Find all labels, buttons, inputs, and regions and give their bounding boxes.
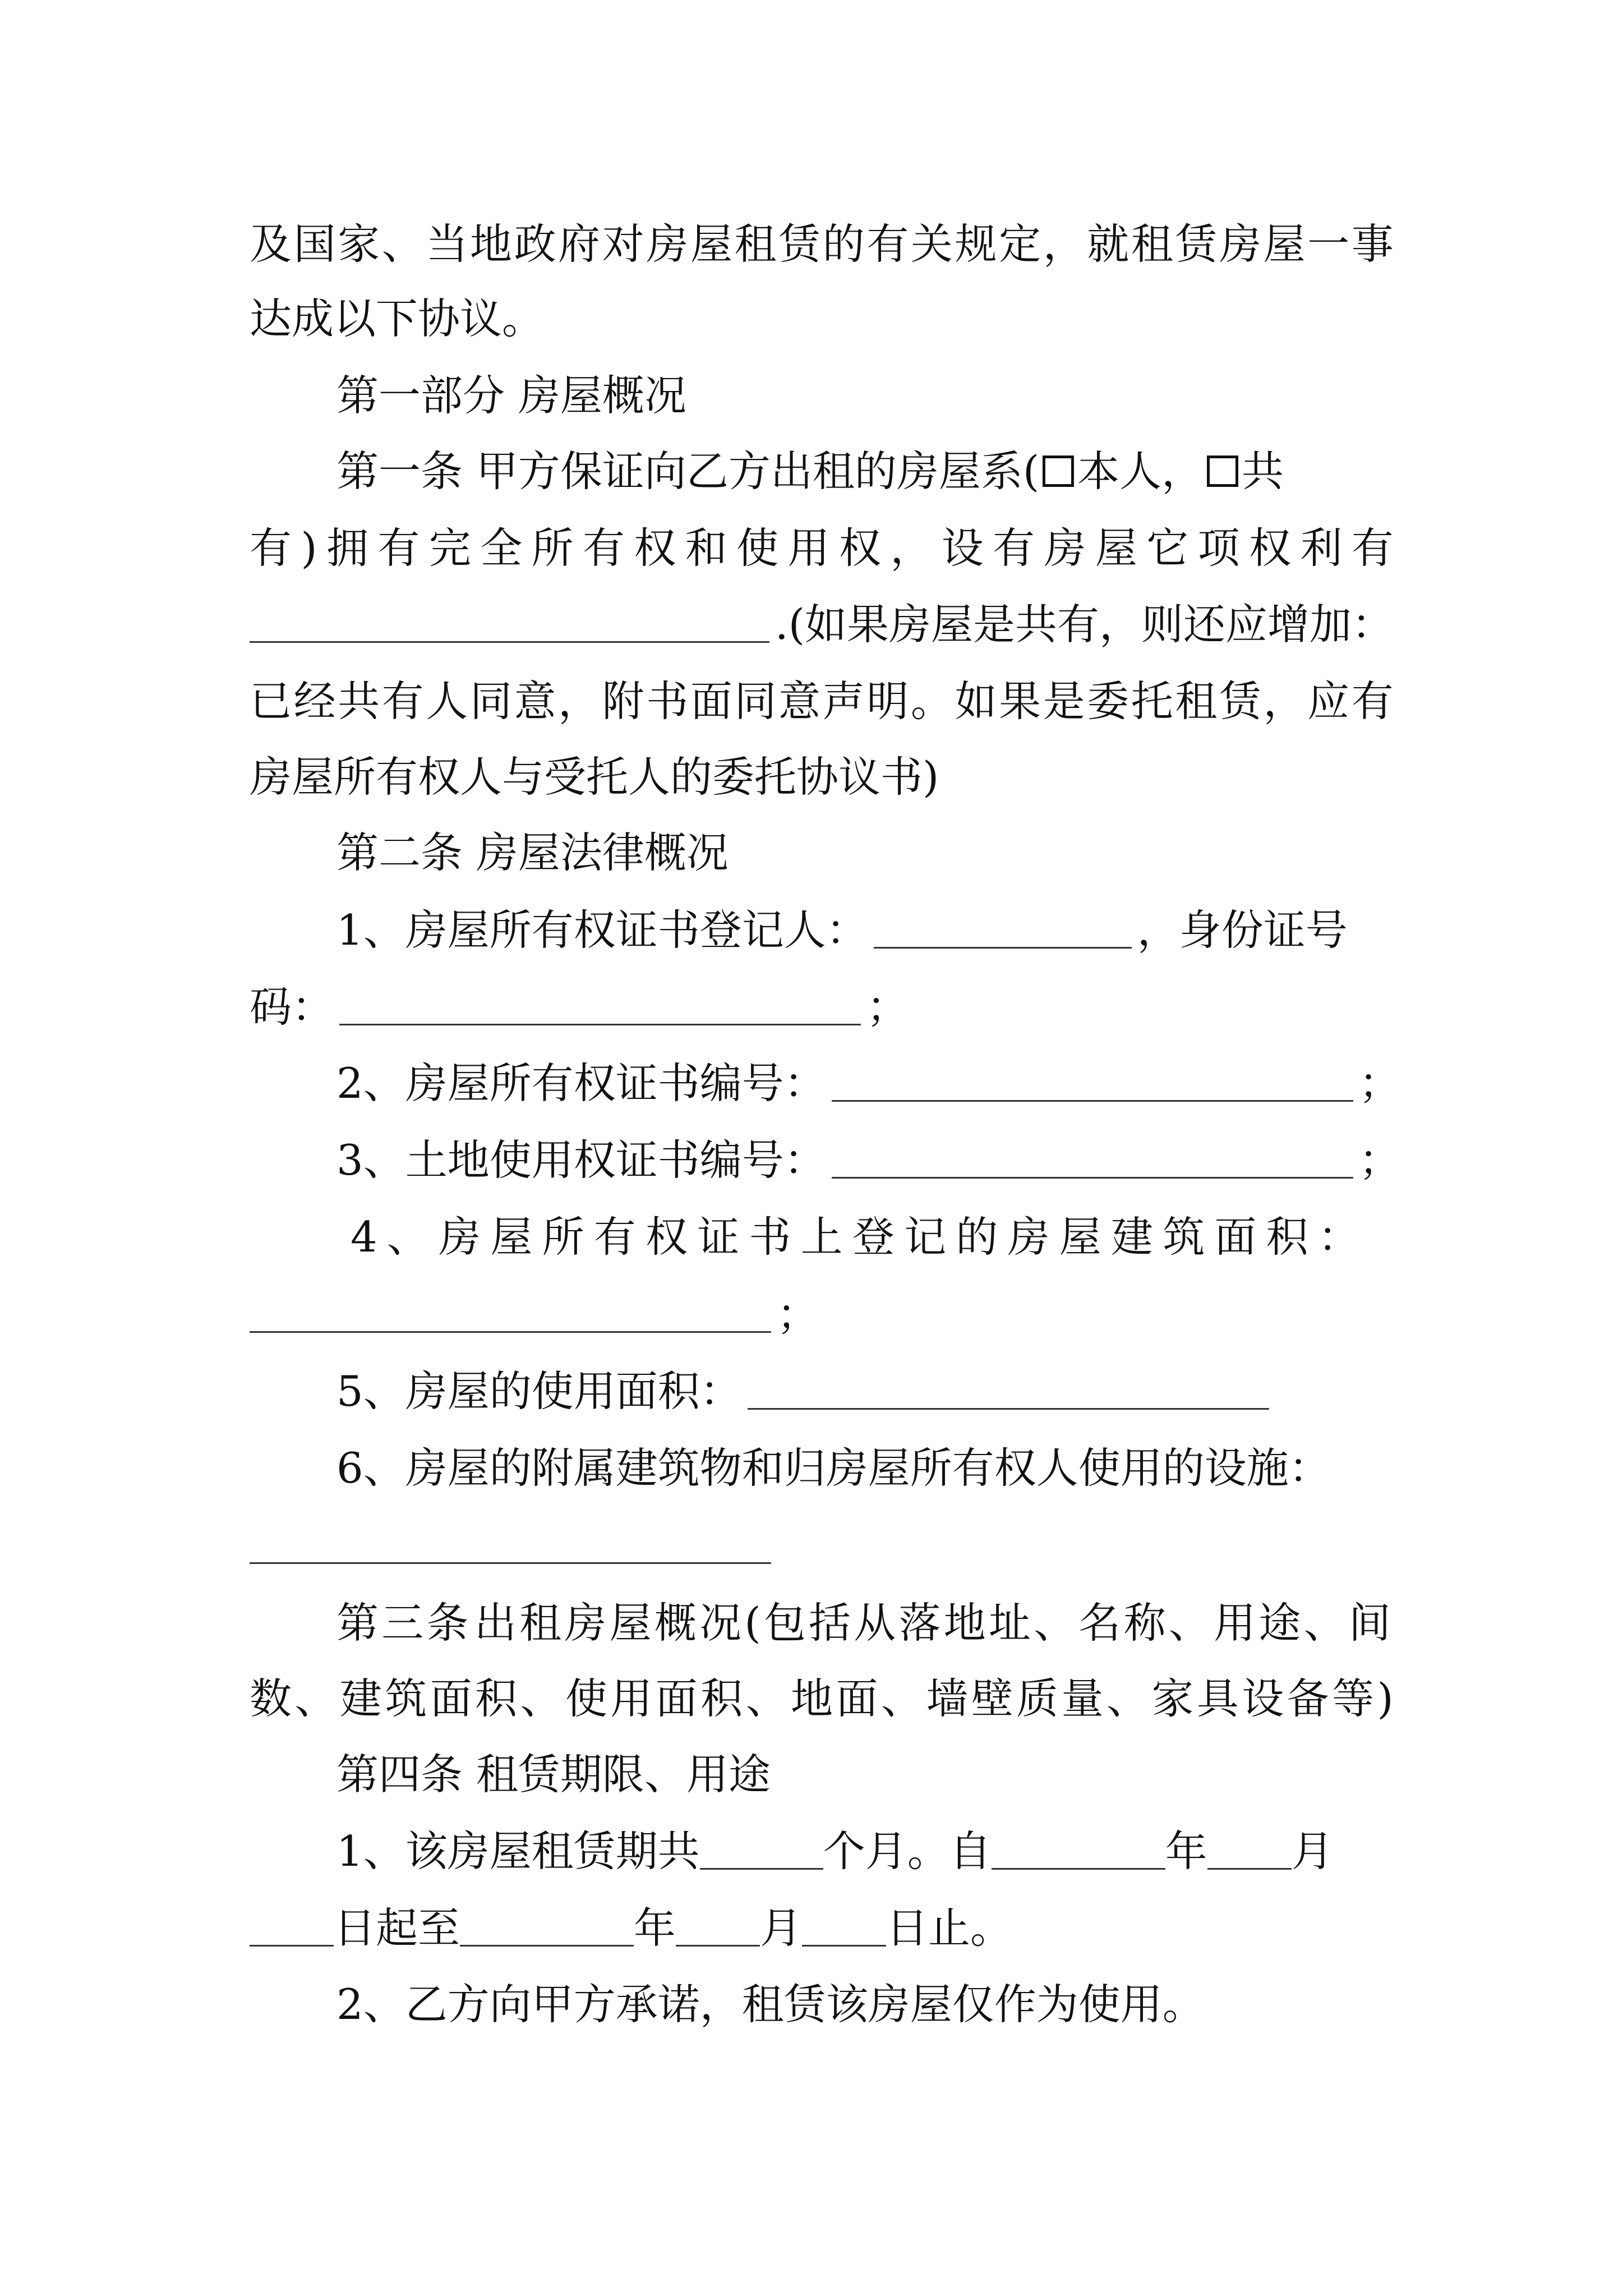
glyph: 上 bbox=[800, 1212, 843, 1262]
glyph: 间 bbox=[1348, 1598, 1391, 1648]
usable-area-blank[interactable] bbox=[748, 1373, 1269, 1410]
glyph: 筑 bbox=[1163, 1212, 1205, 1262]
glyph: 同 bbox=[734, 677, 777, 726]
article3-line-1 bbox=[336, 1592, 1391, 1654]
glyph: 房 bbox=[564, 1598, 607, 1648]
glyph: 所 bbox=[531, 523, 574, 573]
glyph: 声 bbox=[822, 677, 865, 726]
article4-item-2: 2、乙方向甲方承诺，租赁该房屋仅作为使用。 bbox=[336, 1980, 1205, 2029]
glyph: 第 bbox=[336, 1598, 379, 1648]
glyph: 人 bbox=[426, 677, 468, 726]
glyph: 拥 bbox=[326, 523, 369, 573]
article2-title: 第二条 房屋法律概况 bbox=[336, 828, 728, 877]
glyph: 家 bbox=[1151, 1674, 1194, 1723]
glyph: 三 bbox=[381, 1598, 424, 1648]
glyph: 完 bbox=[428, 523, 471, 573]
glyph: 房 bbox=[439, 1212, 481, 1262]
glyph: 建 bbox=[1110, 1212, 1153, 1262]
glyph: 的 bbox=[822, 219, 865, 269]
glyph: 名 bbox=[1078, 1598, 1121, 1648]
glyph: 国 bbox=[293, 219, 336, 269]
glyph: 、 bbox=[745, 1674, 788, 1723]
glyph: 书 bbox=[646, 677, 689, 726]
glyph: 屋 bbox=[1095, 523, 1137, 573]
glyph: 及 bbox=[250, 219, 292, 269]
glyph: 用 bbox=[787, 523, 830, 573]
article2-item-6-cont bbox=[250, 1515, 1394, 1576]
glyph: 、 bbox=[1303, 1598, 1346, 1648]
glyph: 事 bbox=[1351, 219, 1394, 269]
glyph: 赁 bbox=[1175, 219, 1218, 269]
glyph: 果 bbox=[999, 677, 1041, 726]
glyph: 面 bbox=[690, 677, 732, 726]
other-rights-blank[interactable] bbox=[250, 606, 769, 643]
glyph: 租 bbox=[1175, 677, 1218, 726]
glyph: 家 bbox=[338, 219, 380, 269]
glyph: 有 bbox=[381, 677, 424, 726]
glyph: 。 bbox=[910, 677, 953, 726]
glyph: ， bbox=[1263, 677, 1306, 726]
glyph: 委 bbox=[1087, 677, 1129, 726]
glyph: 定 bbox=[999, 219, 1041, 269]
glyph: 屋 bbox=[690, 219, 732, 269]
glyph: 积 bbox=[1266, 1212, 1308, 1262]
glyph: 房 bbox=[646, 219, 689, 269]
glyph: ) bbox=[301, 523, 317, 573]
glyph: 托 bbox=[1131, 677, 1173, 726]
glyph: 壁 bbox=[971, 1674, 1013, 1723]
end-month-blank[interactable] bbox=[676, 1910, 760, 1947]
glyph: 面 bbox=[655, 1674, 698, 1723]
glyph: 和 bbox=[685, 523, 727, 573]
glyph: 的 bbox=[956, 1212, 998, 1262]
glyph: 址 bbox=[988, 1598, 1031, 1648]
glyph: 面 bbox=[836, 1674, 878, 1723]
glyph: 从 bbox=[854, 1598, 896, 1648]
glyph: 有 bbox=[993, 523, 1035, 573]
start-month-blank[interactable] bbox=[1207, 1833, 1292, 1870]
glyph: 括 bbox=[809, 1598, 851, 1648]
glyph: 全 bbox=[480, 523, 523, 573]
glyph: 有 bbox=[593, 1212, 636, 1262]
article4-item-1-cont: 日起至 年 月 日止。 bbox=[250, 1897, 1394, 1959]
glyph: 登 bbox=[852, 1212, 895, 1262]
article2-item-3: 3、土地使用权证书编号： ； bbox=[336, 1135, 1401, 1185]
glyph: 、 bbox=[294, 1674, 337, 1723]
glyph: 墙 bbox=[926, 1674, 969, 1723]
glyph: 建 bbox=[339, 1674, 382, 1723]
glyph: 条 bbox=[426, 1598, 469, 1648]
glyph: 具 bbox=[1196, 1674, 1239, 1723]
article1-line-3: .(如果房屋是共有，则还应增加： bbox=[250, 593, 1394, 655]
glyph: 权 bbox=[838, 523, 881, 573]
glyph: 落 bbox=[898, 1598, 941, 1648]
article4-title: 第四条 租赁期限、用途 bbox=[336, 1750, 771, 1799]
glyph: 明 bbox=[866, 677, 909, 726]
end-day-blank[interactable] bbox=[802, 1910, 886, 1947]
glyph: 、 bbox=[386, 1212, 429, 1262]
owner-joint-checkbox[interactable] bbox=[1207, 455, 1238, 487]
glyph: 、 bbox=[880, 1674, 923, 1723]
glyph: 已 bbox=[250, 677, 292, 726]
glyph: 赁 bbox=[778, 219, 821, 269]
glyph: 出 bbox=[474, 1598, 517, 1648]
glyph: 用 bbox=[1214, 1598, 1256, 1648]
glyph: ， bbox=[1043, 219, 1085, 269]
intro-line-2 bbox=[250, 288, 1394, 349]
glyph: 等 bbox=[1332, 1674, 1375, 1723]
glyph: 权 bbox=[634, 523, 676, 573]
glyph: ) bbox=[1377, 1674, 1394, 1723]
glyph: 屋 bbox=[1059, 1212, 1101, 1262]
article2-item-2: 2、房屋所有权证书编号： ； bbox=[336, 1059, 1401, 1108]
glyph: 书 bbox=[749, 1212, 791, 1262]
land-cert-number-blank[interactable] bbox=[832, 1142, 1353, 1179]
glyph: 对 bbox=[602, 219, 644, 269]
glyph: 证 bbox=[697, 1212, 740, 1262]
glyph: ， bbox=[558, 677, 601, 726]
article1-line-2 bbox=[250, 517, 1394, 579]
glyph: ， bbox=[890, 523, 933, 573]
glyph: 有 bbox=[866, 219, 909, 269]
glyph: 应 bbox=[1307, 677, 1350, 726]
registrant-blank[interactable] bbox=[874, 912, 1132, 949]
building-area-blank[interactable] bbox=[250, 1296, 771, 1333]
start-day-blank[interactable] bbox=[250, 1910, 334, 1947]
glyph: 面 bbox=[1214, 1212, 1257, 1262]
glyph: 权 bbox=[645, 1212, 688, 1262]
glyph: 附 bbox=[602, 677, 644, 726]
glyph: 数 bbox=[250, 1674, 292, 1723]
glyph: 关 bbox=[910, 219, 953, 269]
article2-item-4 bbox=[351, 1206, 1360, 1268]
article4-item-1: 1、该房屋租赁期共 个月。自 年 月 bbox=[336, 1826, 1334, 1876]
glyph: 设 bbox=[941, 523, 984, 573]
glyph: 地 bbox=[943, 1598, 986, 1648]
part1-title: 第一部分 房屋概况 bbox=[336, 371, 686, 420]
glyph: 屋 bbox=[1263, 219, 1306, 269]
glyph: 面 bbox=[430, 1674, 472, 1723]
intro-line-1 bbox=[250, 213, 1394, 275]
article2-item-1: 1、房屋所有权证书登记人： ，身份证号 bbox=[336, 905, 1348, 955]
glyph: 屋 bbox=[490, 1212, 533, 1262]
glyph: 就 bbox=[1087, 219, 1129, 269]
glyph: 当 bbox=[426, 219, 468, 269]
glyph: 意 bbox=[778, 677, 821, 726]
glyph: 是 bbox=[1043, 677, 1085, 726]
glyph: 备 bbox=[1287, 1674, 1329, 1723]
glyph: 有 bbox=[582, 523, 625, 573]
glyph: 屋 bbox=[609, 1598, 652, 1648]
glyph: 用 bbox=[610, 1674, 653, 1723]
glyph: 租 bbox=[1131, 219, 1173, 269]
glyph: 规 bbox=[955, 219, 997, 269]
glyph: 租 bbox=[734, 219, 777, 269]
id-number-blank[interactable] bbox=[339, 989, 861, 1025]
glyph: 积 bbox=[700, 1674, 743, 1723]
glyph: 、 bbox=[381, 219, 424, 269]
lease-months-blank[interactable] bbox=[700, 1833, 823, 1870]
glyph: 、 bbox=[1034, 1598, 1076, 1648]
ownership-cert-number-blank[interactable] bbox=[832, 1065, 1353, 1102]
glyph: 共 bbox=[338, 677, 380, 726]
start-year-blank[interactable] bbox=[992, 1833, 1165, 1870]
glyph: 有 bbox=[250, 523, 292, 573]
glyph: 政 bbox=[514, 219, 556, 269]
article1-line-1: 第一条 甲方保证向乙方出租的房屋系( 本人， 共 bbox=[336, 447, 1284, 496]
glyph: 况 bbox=[699, 1598, 742, 1648]
glyph: 所 bbox=[542, 1212, 584, 1262]
glyph: 权 bbox=[1249, 523, 1292, 573]
glyph: 质 bbox=[1016, 1674, 1059, 1723]
glyph: 它 bbox=[1146, 523, 1189, 573]
end-year-blank[interactable] bbox=[460, 1910, 634, 1947]
glyph: 同 bbox=[469, 677, 512, 726]
article2-item-6: 6、房屋的附属建筑物和归房屋所有权人使用的设施： bbox=[336, 1443, 1331, 1493]
glyph: 有 bbox=[1351, 677, 1394, 726]
facilities-blank[interactable] bbox=[250, 1527, 771, 1564]
article1-line-5: 房屋所有权人与受托人的委托协议书) bbox=[250, 752, 939, 802]
glyph: ： bbox=[1317, 1212, 1360, 1262]
glyph: 一 bbox=[1307, 219, 1350, 269]
glyph: 有 bbox=[377, 523, 420, 573]
glyph: 、 bbox=[520, 1674, 562, 1723]
glyph: 、 bbox=[1168, 1598, 1211, 1648]
glyph: 地 bbox=[469, 219, 512, 269]
glyph: 包 bbox=[763, 1598, 806, 1648]
glyph: ( bbox=[744, 1598, 761, 1648]
article1-line-4 bbox=[250, 670, 1394, 732]
glyph: 有 bbox=[1351, 523, 1394, 573]
glyph: 量 bbox=[1061, 1674, 1104, 1723]
article2-item-4-cont: ； bbox=[250, 1283, 1394, 1345]
glyph: 使 bbox=[736, 523, 779, 573]
glyph: 途 bbox=[1258, 1598, 1301, 1648]
glyph: 记 bbox=[904, 1212, 947, 1262]
glyph: 积 bbox=[475, 1674, 518, 1723]
glyph: 府 bbox=[558, 219, 601, 269]
intro-text-2: 达成以下协议。 bbox=[250, 294, 545, 343]
glyph: 房 bbox=[1007, 1212, 1050, 1262]
glyph: 地 bbox=[791, 1674, 833, 1723]
glyph: 称 bbox=[1123, 1598, 1166, 1648]
article2-item-1-cont: 码： ； bbox=[250, 982, 909, 1032]
glyph: 筑 bbox=[385, 1674, 427, 1723]
owner-self-checkbox[interactable] bbox=[1043, 455, 1074, 487]
article3-line-2 bbox=[250, 1668, 1394, 1729]
glyph: 赁 bbox=[1219, 677, 1262, 726]
glyph: 4 bbox=[351, 1212, 377, 1262]
glyph: 房 bbox=[1219, 219, 1262, 269]
glyph: 经 bbox=[293, 677, 336, 726]
glyph: 、 bbox=[1106, 1674, 1149, 1723]
glyph: 房 bbox=[1044, 523, 1086, 573]
glyph: 设 bbox=[1242, 1674, 1284, 1723]
glyph: 租 bbox=[519, 1598, 562, 1648]
article2-item-5: 5、房屋的使用面积： bbox=[336, 1360, 1402, 1422]
glyph: 利 bbox=[1300, 523, 1343, 573]
glyph: 如 bbox=[955, 677, 997, 726]
glyph: 使 bbox=[565, 1674, 607, 1723]
glyph: 概 bbox=[654, 1598, 697, 1648]
glyph: 项 bbox=[1197, 523, 1240, 573]
glyph: 意 bbox=[514, 677, 556, 726]
